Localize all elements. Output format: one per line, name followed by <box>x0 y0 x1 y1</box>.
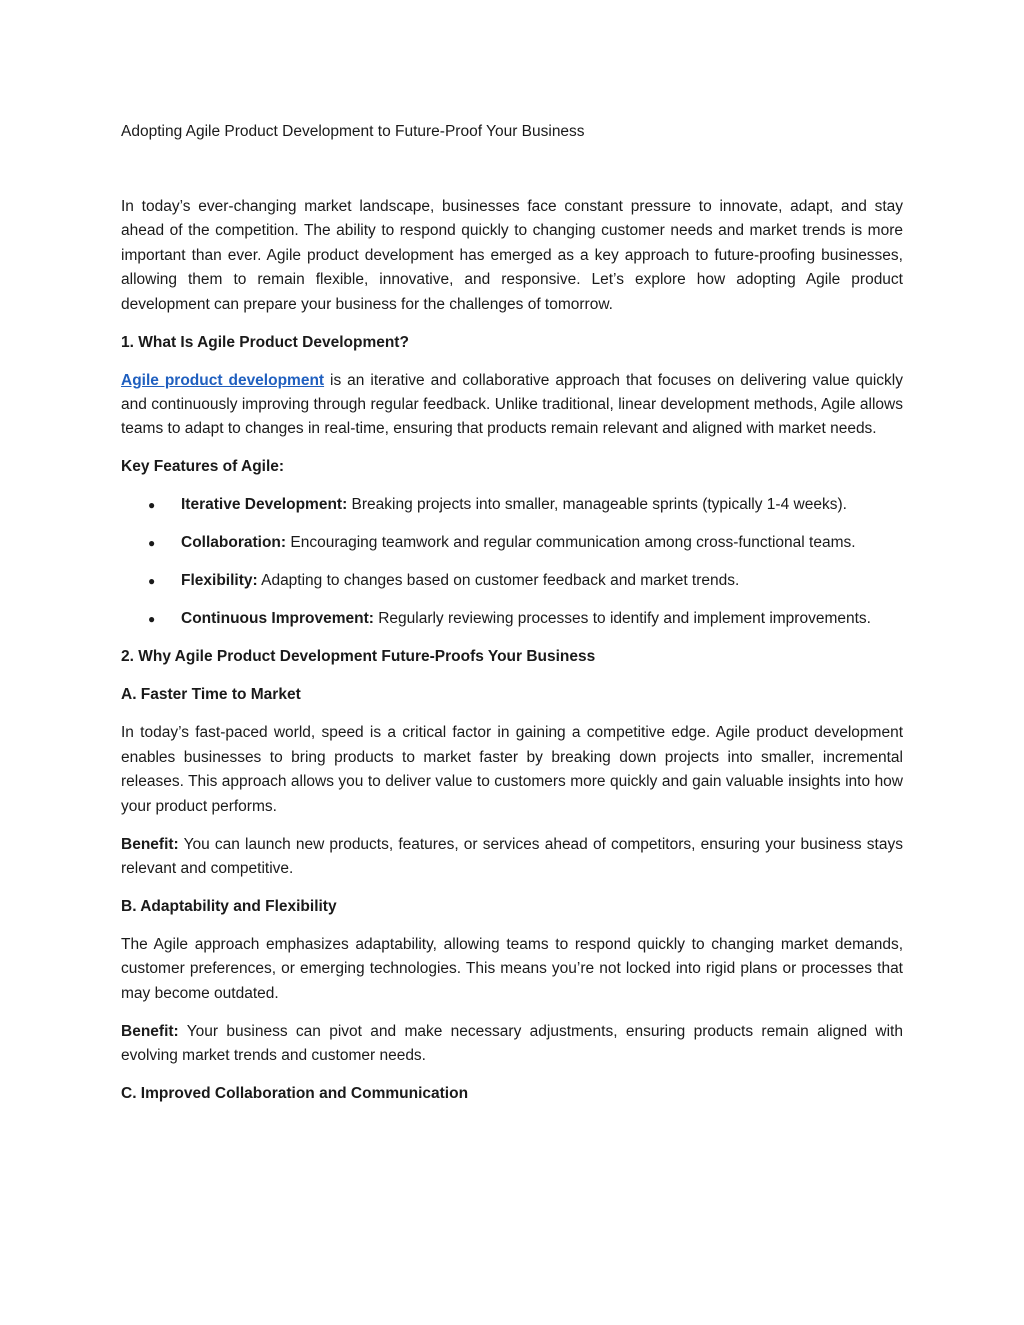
feature-text: Regularly reviewing processes to identify and implement improvements. <box>373 610 871 628</box>
feature-text: Encouraging teamwork and regular communication among cross-functional teams. <box>286 534 856 552</box>
subsection-a-benefit <box>121 833 903 882</box>
feature-label: Collaboration: <box>181 534 287 552</box>
key-features-list <box>121 493 903 631</box>
list-item <box>121 493 903 517</box>
bullet-icon: ● <box>148 574 156 589</box>
list-item <box>121 531 903 555</box>
subsection-a-heading: A. Faster Time to Market <box>121 686 301 704</box>
section-1-heading: 1. What Is Agile Product Development? <box>121 333 409 351</box>
section-1-body: is an iterative and collaborative approach that focuses on delivering value quickly and continuously improving through regular feedback. Unlike traditional, linear development methods, Agile allows teams to adapt to changes in real-time, ensuring that products remain relevant and aligned with market needs. <box>121 371 903 438</box>
feature-label: Iterative Development: <box>181 496 348 514</box>
subsection-b-paragraph: The Agile approach emphasizes adaptability, allowing teams to respond quickly to changing market demands, customer preferences, or emerging technologies. This means you’re not locked into rigid plans or processes that may become outdated. <box>121 936 903 1002</box>
document-body <box>121 195 903 1120</box>
section-1-paragraph <box>121 369 903 442</box>
subsection-b-heading: B. Adaptability and Flexibility <box>121 898 337 916</box>
subsection-b-benefit <box>121 1020 903 1069</box>
benefit-label: Benefit: <box>121 1022 179 1040</box>
key-features-heading: Key Features of Agile: <box>121 458 285 476</box>
benefit-text: Your business can pivot and make necessary adjustments, ensuring products remain aligned with evolving market trends and customer needs. <box>121 1022 903 1065</box>
subsection-c-heading: C. Improved Collaboration and Communication <box>121 1085 469 1103</box>
benefit-label: Benefit: <box>121 835 179 853</box>
feature-text: Breaking projects into smaller, manageable sprints (typically 1-4 weeks). <box>347 496 847 514</box>
feature-label: Continuous Improvement: <box>181 610 374 628</box>
section-2-heading: 2. Why Agile Product Development Future-Proofs Your Business <box>121 648 596 666</box>
bullet-icon: ● <box>148 612 156 627</box>
list-item <box>121 569 903 593</box>
benefit-text: You can launch new products, features, or services ahead of competitors, ensuring your business stays relevant and competitive. <box>121 835 903 878</box>
feature-label: Flexibility: <box>181 572 258 590</box>
intro-paragraph: In today’s ever-changing market landscape, businesses face constant pressure to innovate, adapt, and stay ahead of the competition. The ability to respond quickly to changing customer needs and market trends is more important than ever. Agile product development has emerged as a key approach to future-proofing businesses, allowing them to remain flexible, innovative, and responsive. Let’s explore how adopting Agile product development can prepare your business for the challenges of tomorrow. <box>121 198 903 313</box>
document-title: Adopting Agile Product Development to Future-Proof Your Business <box>121 123 585 140</box>
subsection-a-paragraph: In today’s fast-paced world, speed is a critical factor in gaining a competitive edge. Agile product development enables businesses to bring products to market faster by breaking down projects into smaller, incremental releases. This approach allows you to deliver value to customers more quickly and gain valuable insights into how your product performs. <box>121 724 903 815</box>
agile-product-development-link[interactable]: Agile product development <box>121 371 325 389</box>
feature-text: Adapting to changes based on customer feedback and market trends. <box>257 572 740 590</box>
list-item <box>121 607 903 631</box>
bullet-icon: ● <box>148 498 156 513</box>
bullet-icon: ● <box>148 536 156 551</box>
